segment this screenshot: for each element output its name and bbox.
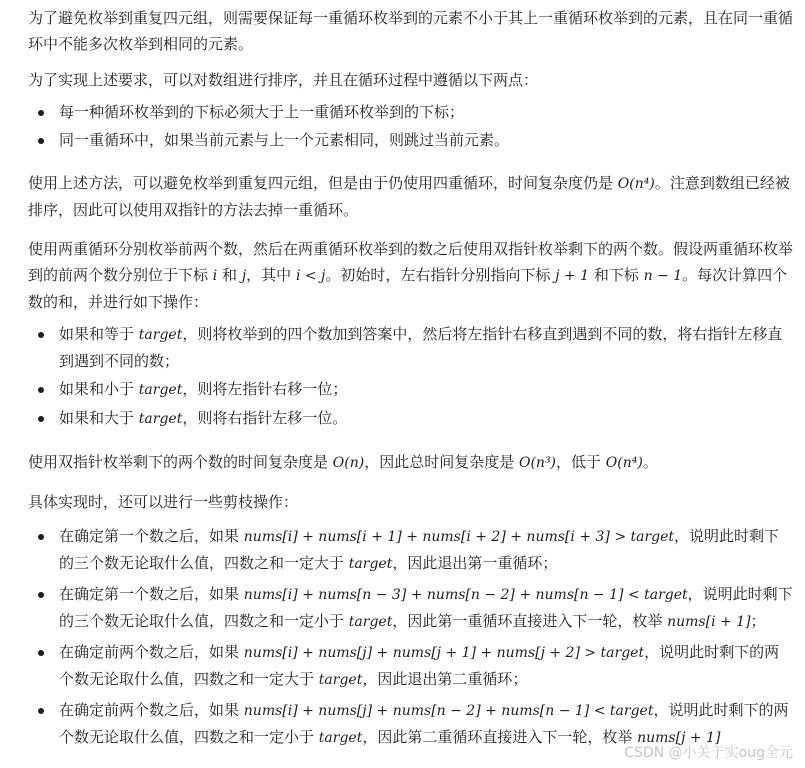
math-expression: nums[i] + nums[i + 1] + nums[i + 2] + nums[i + 3] > target <box>243 529 675 545</box>
text-run: 如果和等于 <box>59 325 139 343</box>
text-run: 使用双指针枚举剩下的两个数的时间复杂度是 <box>28 453 333 471</box>
text-run: 在确定前两个数之后，如果 <box>59 643 244 661</box>
document-body <box>28 0 794 751</box>
math-expression: nums[i] + nums[n − 3] + nums[n − 2] + nums[n − 1] < target <box>243 587 688 603</box>
math-expression: O(n⁴) <box>605 455 643 471</box>
paragraph-2: 为了实现上述要求，可以对数组进行排序，并且在循环过程中遵循以下两点： <box>28 71 539 89</box>
math-expression: target <box>138 382 183 398</box>
list-item <box>28 405 794 432</box>
text-run: ，因此总时间复杂度是 <box>364 453 519 471</box>
text-run: 如果和小于 <box>59 380 139 398</box>
text-run: 和下标 <box>589 266 644 284</box>
math-expression: nums[j + 1] <box>637 730 721 746</box>
math-expression: n − 1 <box>643 268 683 284</box>
text-run: 。每次计算四个数的和，并进行如下操作： <box>28 266 788 311</box>
math-expression: target <box>138 411 183 427</box>
text-run: ，说明此时剩下的两个数无论取什么值，四数之和一定小于 <box>59 701 789 746</box>
math-expression: O(n⁴) <box>617 176 655 192</box>
math-expression: j + 1 <box>555 268 590 284</box>
text-run: ，因此退出第一重循环； <box>392 554 558 572</box>
text-run: 使用两重循环分别枚举前两个数，然后在两重循环枚举到的数之后使用双指针枚举剩下的两个数。假设两重循环枚举到的前两个数分别位于下标 <box>28 240 794 284</box>
math-expression: O(n) <box>332 455 365 471</box>
text-run: 在确定第一个数之后，如果 <box>59 585 244 603</box>
text-run: ，则将枚举到的四个数加到答案中，然后将左指针右移直到遇到不同的数，将右指针左移直到遇到不同的数； <box>59 325 783 370</box>
paragraph-4 <box>28 236 794 315</box>
math-expression: target <box>348 614 393 630</box>
paragraph-3 <box>28 170 794 223</box>
text-run: 在确定第一个数之后，如果 <box>59 527 244 545</box>
math-expression: j <box>241 268 247 284</box>
math-expression: nums[i] + nums[j] + nums[n − 2] + nums[n − 1] < target <box>243 703 654 719</box>
text-run: ，因此退出第二重循环； <box>362 670 528 688</box>
math-expression: target <box>318 730 363 746</box>
list-item: 同一重循环中，如果当前元素与上一个元素相同，则跳过当前元素。 <box>28 127 794 153</box>
text-run: 在确定前两个数之后，如果 <box>59 701 244 719</box>
list-item <box>28 321 794 374</box>
text-run: 。初始时，左右指针分别指向下标 <box>325 266 556 284</box>
text-run: ，则将左指针右移一位； <box>182 380 348 398</box>
list-item: 每一种循环枚举到的下标必须大于上一重循环枚举到的下标； <box>28 99 794 125</box>
requirements-list <box>28 99 794 153</box>
pruning-list <box>28 523 794 751</box>
math-expression: i <box>212 268 218 284</box>
text-run: ，说明此时剩下的三个数无论取什么值，四数之和一定小于 <box>59 585 793 630</box>
text-run: 使用上述方法，可以避免枚举到重复四元组，但是由于仍使用四重循环，时间复杂度仍是 <box>28 174 618 192</box>
text-run: ，因此第一重循环直接进入下一轮，枚举 <box>392 612 668 630</box>
math-expression: i < j <box>295 268 326 284</box>
text-run: ，其中 <box>246 266 296 284</box>
csdn-watermark: CSDN @小关于实oug全元 <box>624 745 793 761</box>
text-run: ，因此第二重循环直接进入下一轮，枚举 <box>362 728 638 746</box>
text-run: ，说明此时剩下的三个数无论取什么值，四数之和一定大于 <box>59 527 780 572</box>
paragraph-1: 为了避免枚举到重复四元组，则需要保证每一重循环枚举到的元素不小于其上一重循环枚举到的元素，且在同一重循环中不能多次枚举到相同的元素。 <box>28 9 794 53</box>
text-run: ，说明此时剩下的两个数无论取什么值，四数之和一定大于 <box>59 643 780 688</box>
list-item <box>28 523 794 577</box>
text-run: 。 <box>642 453 658 471</box>
text-run: 。注意到数组已经被排序，因此可以使用双指针的方法去掉一重循环。 <box>28 174 790 219</box>
list-item <box>28 639 794 693</box>
text-run: ，低于 <box>556 453 606 471</box>
paragraph-5 <box>28 449 794 476</box>
math-expression: O(n³) <box>518 455 557 471</box>
math-expression: target <box>348 556 393 572</box>
math-expression: nums[i] + nums[j] + nums[j + 1] + nums[j + 2] > target <box>243 645 645 661</box>
list-item <box>28 581 794 635</box>
text-run: ； <box>750 612 766 630</box>
text-run: 如果和大于 <box>59 409 139 427</box>
math-expression: nums[i + 1] <box>667 614 751 630</box>
math-expression: target <box>318 672 363 688</box>
math-expression: target <box>138 327 183 343</box>
text-run: 和 <box>217 266 242 284</box>
list-item <box>28 376 794 403</box>
operations-list <box>28 321 794 432</box>
text-run: ，则将右指针左移一位。 <box>182 409 348 427</box>
paragraph-6: 具体实现时，还可以进行一些剪枝操作： <box>28 493 299 511</box>
